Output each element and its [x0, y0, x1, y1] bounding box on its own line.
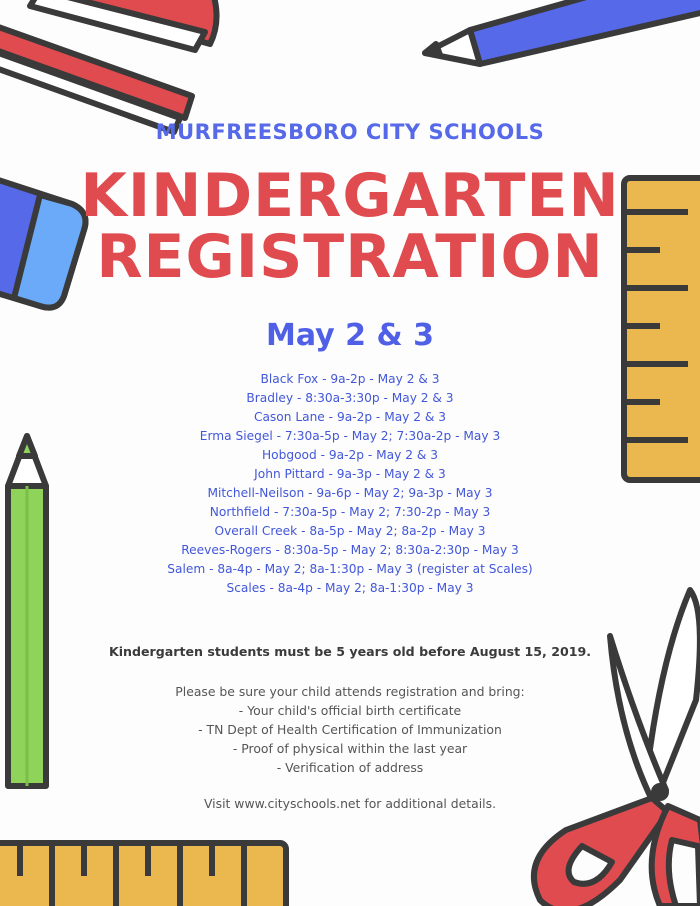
instructions-intro: Please be sure your child attends registration and bring:	[175, 684, 525, 699]
schedule-item: Salem - 8a-4p - May 2; 8a-1:30p - May 3 (register at Scales)	[167, 562, 533, 576]
schedule-item: Reeves-Rogers - 8:30a-5p - May 2; 8:30a-2:30p - May 3	[181, 543, 519, 557]
registration-dates: May 2 & 3	[266, 318, 434, 353]
ruler-bottom-icon	[0, 843, 286, 906]
pen-icon	[425, 0, 700, 64]
instruction-item: - Your child's official birth certificate	[238, 703, 462, 718]
schedule-item: Northfield - 7:30a-5p - May 2; 7:30-2p - May 3	[209, 505, 491, 519]
instruction-item: - Proof of physical within the last year	[232, 741, 468, 756]
schedule-item: Mitchell-Neilson - 9a-6p - May 2; 9a-3p - May 3	[207, 486, 493, 500]
website-note: Visit www.cityschools.net for additional details.	[203, 796, 497, 811]
instructions-list	[0, 701, 700, 777]
schedule-item: Black Fox - 9a-2p - May 2 & 3	[260, 372, 440, 386]
organization-name: MURFREESBORO CITY SCHOOLS	[155, 120, 545, 144]
age-requirement: Kindergarten students must be 5 years old before August 15, 2019.	[108, 644, 592, 659]
schedule-item: Scales - 8a-4p - May 2; 8a-1:30p - May 3	[226, 581, 474, 595]
schedule-item: Cason Lane - 9a-2p - May 2 & 3	[253, 410, 447, 424]
schedule-item: Bradley - 8:30a-3:30p - May 2 & 3	[246, 391, 454, 405]
schedule-item: Overall Creek - 8a-5p - May 2; 8a-2p - May 3	[214, 524, 486, 538]
schedule-item: Hobgood - 9a-2p - May 2 & 3	[262, 448, 438, 462]
schedule-item: John Pittard - 9a-3p - May 2 & 3	[254, 467, 446, 481]
school-schedule-list	[0, 370, 700, 598]
schedule-item: Erma Siegel - 7:30a-5p - May 2; 7:30a-2p - May 3	[199, 429, 501, 443]
title-line-2: REGISTRATION	[96, 222, 604, 292]
instruction-item: - TN Dept of Health Certification of Immunization	[198, 722, 502, 737]
stapler-icon	[0, 0, 217, 132]
instructions-block	[0, 682, 700, 777]
instruction-item: - Verification of address	[276, 760, 424, 775]
title-line-1: KINDERGARTEN	[80, 161, 620, 231]
